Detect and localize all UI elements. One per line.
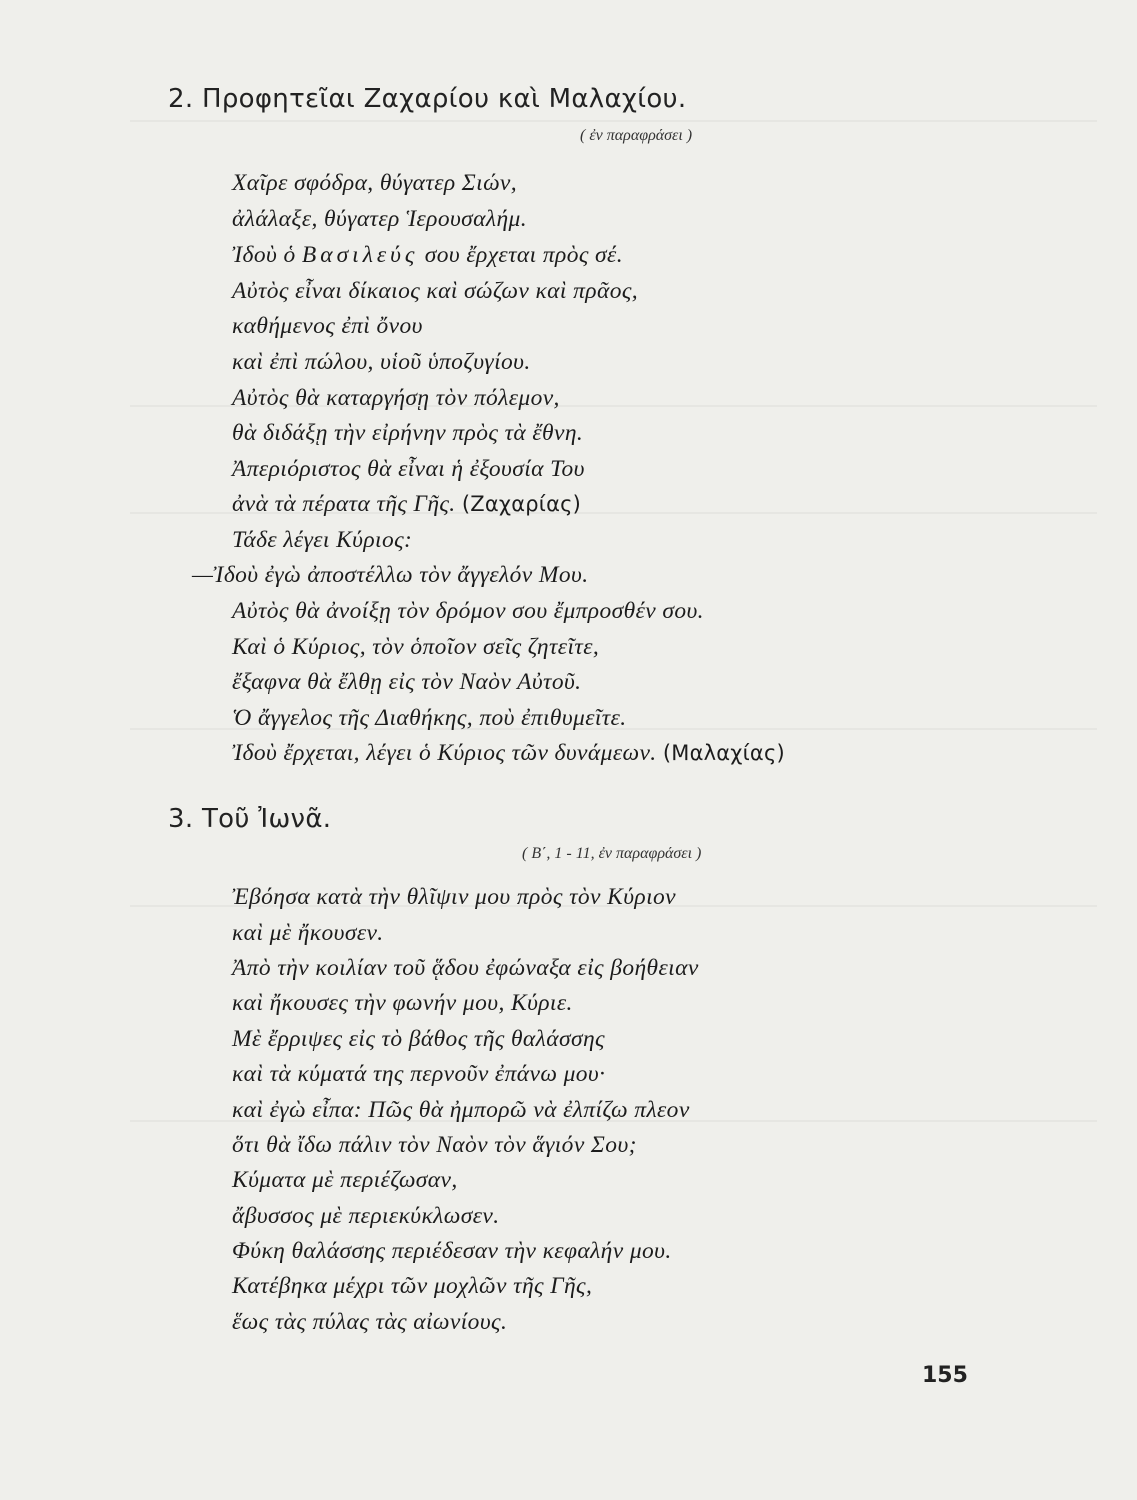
verse-line: Καὶ ὁ Κύριος, τὸν ὁποῖον σεῖς ζητεῖτε,: [232, 634, 600, 660]
verse-line: ἕως τὰς πύλας τὰς αἰωνίους.: [232, 1309, 508, 1335]
section-heading: 3. Τοῦ Ἰωνᾶ.: [168, 804, 332, 834]
verse-emphasis: Βασιλεύς: [301, 242, 419, 268]
verse-line: Ἐβόησα κατὰ τὴν θλῖψιν μου πρὸς τὸν Κύριον: [232, 884, 676, 910]
verse-line: Ὁ ἄγγελος τῆς Διαθήκης, ποὺ ἐπιθυμεῖτε.: [232, 705, 627, 731]
verse-text: σου ἔρχεται πρὸς σέ.: [424, 242, 623, 268]
verse-line: Χαῖρε σφόδρα, θύγατερ Σιών,: [232, 170, 518, 196]
verse-line: καὶ ἐπὶ πώλου, υἱοῦ ὑποζυγίου.: [232, 349, 531, 375]
verse-line: Τάδε λέγει Κύριος:: [232, 527, 413, 553]
verse-text: Ἰδοὺ ὁ: [232, 242, 296, 268]
verse-line: Ἀπὸ τὴν κοιλίαν τοῦ ᾅδου ἐφώναξα εἰς βοήθειαν: [232, 955, 699, 981]
verse-line: [232, 491, 581, 518]
section-note: ( ἐν παραφράσει ): [580, 127, 693, 144]
verse-line: Ἀπεριόριστος θὰ εἶναι ἡ ἐξουσία Του: [232, 456, 585, 482]
verse-line: Μὲ ἔρριψες εἰς τὸ βάθος τῆς θαλάσσης: [232, 1026, 605, 1052]
page-number: 155: [922, 1363, 968, 1388]
verse-line: ἀλάλαξε, θύγατερ Ἱερουσαλήμ.: [232, 206, 528, 232]
verse-line: [232, 740, 785, 767]
verse-text: Ἰδοὺ ἔρχεται, λέγει ὁ Κύριος τῶν δυνάμεων.: [232, 740, 657, 766]
verse-line: Αὐτὸς εἶναι δίκαιος καὶ σώζων καὶ πρᾶος,: [232, 278, 639, 304]
bleed-through: [130, 120, 1097, 122]
verse-attribution: (Ζαχαρίας): [461, 492, 582, 516]
section-heading: 2. Προφητεῖαι Ζαχαρίου καὶ Μαλαχίου.: [168, 84, 687, 114]
verse-line: καὶ ἤκουσες τὴν φωνήν μου, Κύριε.: [232, 990, 573, 1016]
verse-line: ἔξαφνα θὰ ἔλθῃ εἰς τὸν Ναὸν Αὐτοῦ.: [232, 669, 582, 695]
verse-line: θὰ διδάξῃ τὴν εἰρήνην πρὸς τὰ ἔθνη.: [232, 420, 584, 446]
verse-line: Κύματα μὲ περιέζωσαν,: [232, 1167, 458, 1193]
verse-line: καὶ τὰ κύματά της περνοῦν ἐπάνω μου·: [232, 1061, 606, 1087]
verse-line: Κατέβηκα μέχρι τῶν μοχλῶν τῆς Γῆς,: [232, 1273, 593, 1299]
verse-text: ἀνὰ τὰ πέρατα τῆς Γῆς.: [232, 491, 456, 517]
section-note: ( Β΄, 1 - 11, ἐν παραφράσει ): [522, 845, 702, 862]
verse-line: ἄβυσσος μὲ περιεκύκλωσεν.: [232, 1203, 500, 1229]
verse-line: ὅτι θὰ ἴδω πάλιν τὸν Ναὸν τὸν ἅγιόν Σου;: [232, 1132, 637, 1158]
verse-line: [232, 242, 623, 269]
verse-line: Αὐτὸς θὰ ἀνοίξῃ τὸν δρόμον σου ἔμπροσθέν σου.: [232, 598, 704, 624]
verse-line: καὶ ἐγὼ εἶπα: Πῶς θὰ ἠμπορῶ νὰ ἐλπίζω πλεον: [232, 1097, 690, 1123]
verse-attribution: (Μαλαχίας): [662, 741, 785, 765]
verse-line: Φύκη θαλάσσης περιέδεσαν τὴν κεφαλήν μου.: [232, 1238, 672, 1264]
verse-line: —Ἰδοὺ ἐγὼ ἀποστέλλω τὸν ἄγγελόν Μου.: [192, 562, 589, 588]
verse-line: καθήμενος ἐπὶ ὄνου: [232, 313, 423, 339]
verse-line: καὶ μὲ ἤκουσεν.: [232, 920, 384, 946]
verse-line: Αὐτὸς θὰ καταργήσῃ τὸν πόλεμον,: [232, 385, 560, 411]
